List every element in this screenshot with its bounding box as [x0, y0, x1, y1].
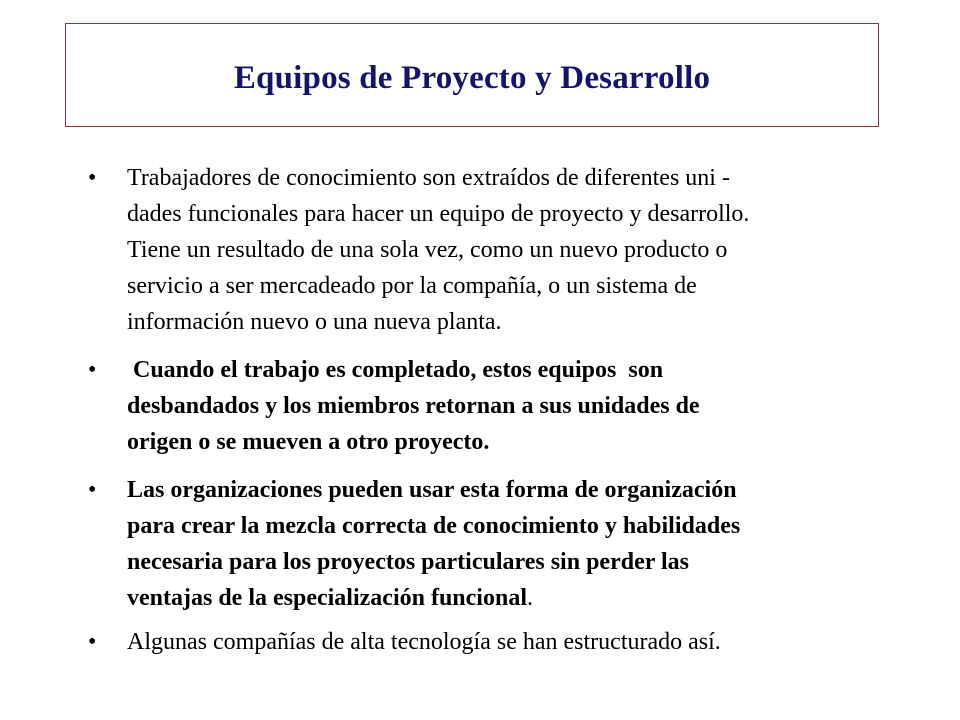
bullet-line: Cuando el trabajo es completado, estos equipos son [127, 357, 664, 383]
bullet-item [0, 160, 960, 340]
bullet-list [0, 160, 960, 672]
bullet-item [0, 624, 960, 660]
bullet-line: servicio a ser mercadeado por la compañía, o un sistema de [127, 273, 697, 299]
bullet-line: desbandados y los miembros retornan a sus unidades de [127, 393, 700, 419]
bullet-text [127, 624, 900, 660]
bullet-line: información nuevo o una nueva planta. [127, 309, 502, 335]
bullet-line: origen o se mueven a otro proyecto. [127, 429, 490, 455]
bullet-line: necesaria para los proyectos particulares sin perder las [127, 549, 689, 575]
bullet-dot-icon: • [88, 165, 97, 191]
bullet-item [0, 352, 960, 460]
bullet-line-text: ventajas de la especialización funcional [127, 585, 527, 611]
bullet-trailing-period: . [526, 585, 533, 611]
slide-title: Equipos de Proyecto y Desarrollo [233, 59, 711, 96]
bullet-text [127, 472, 900, 616]
title-box [65, 23, 879, 127]
bullet-dot-icon: • [88, 477, 97, 503]
bullet-line: Algunas compañías de alta tecnología se han estructurado así. [127, 629, 721, 655]
bullet-item [0, 472, 960, 616]
bullet-line: Trabajadores de conocimiento son extraídos de diferentes uni - [127, 165, 730, 191]
bullet-line: Tiene un resultado de una sola vez, como un nuevo producto o [127, 237, 728, 263]
bullet-line: para crear la mezcla correcta de conocimiento y habilidades [127, 513, 741, 539]
bullet-dot-icon: • [88, 629, 97, 655]
bullet-line [127, 580, 900, 616]
bullet-line: dades funcionales para hacer un equipo de proyecto y desarrollo. [127, 201, 750, 227]
bullet-line: Las organizaciones pueden usar esta forma de organización [127, 477, 737, 503]
bullet-text [127, 160, 900, 340]
bullet-text [127, 352, 900, 460]
bullet-dot-icon: • [88, 357, 97, 383]
